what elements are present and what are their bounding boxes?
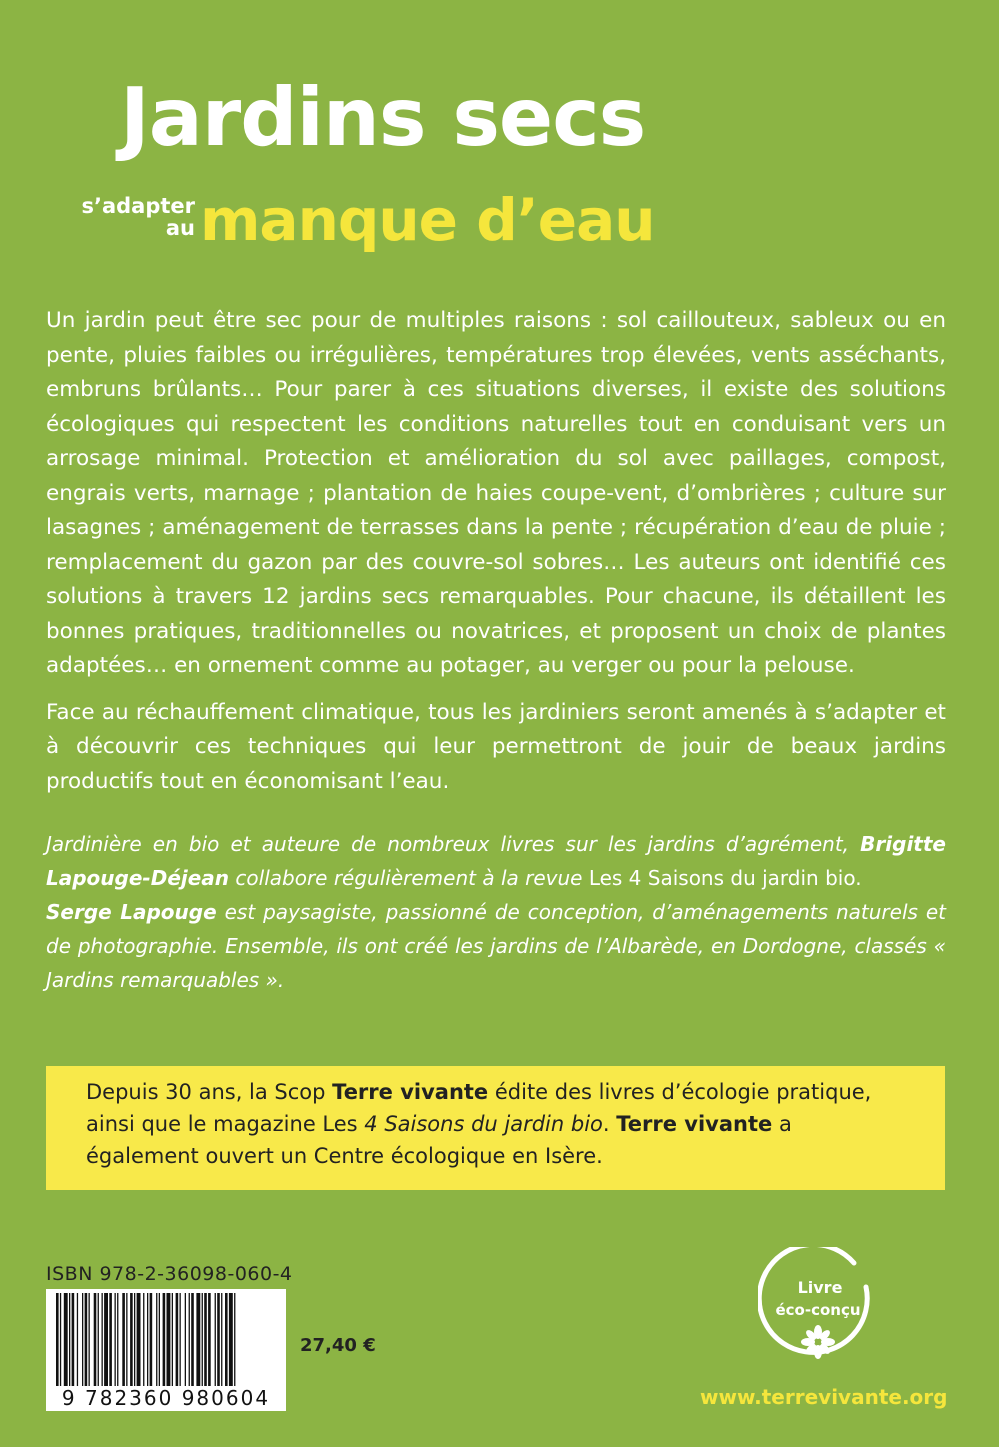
barcode-bar xyxy=(85,1293,88,1389)
barcode-bar xyxy=(215,1293,216,1389)
publisher-text-2: édite des livres d’écologie pratique, ainsi que le magazine Les xyxy=(86,1080,872,1136)
barcode-bar xyxy=(69,1293,70,1389)
barcode-bar xyxy=(134,1293,135,1389)
barcode-bar xyxy=(191,1293,194,1389)
author-name-2: Serge Lapouge xyxy=(46,900,217,924)
barcode-bar xyxy=(82,1293,83,1389)
magazine-name: Les 4 Saisons du jardin bio. xyxy=(588,866,862,890)
barcode-bar xyxy=(185,1293,186,1389)
barcode-bar xyxy=(72,1293,75,1389)
barcode-bar xyxy=(102,1293,103,1389)
barcode-bar xyxy=(167,1293,171,1389)
barcode-bar xyxy=(122,1293,125,1389)
barcode-bar xyxy=(98,1293,99,1389)
barcode-bar xyxy=(126,1293,127,1389)
barcode-bar xyxy=(77,1293,78,1389)
eco-label-line-2: éco-conçu xyxy=(775,1301,861,1319)
barcode-bar xyxy=(64,1293,68,1389)
barcode xyxy=(46,1289,286,1411)
author-name-1: Brigitte Lapouge-Déjean xyxy=(46,832,946,890)
barcode-bar xyxy=(172,1293,173,1389)
barcode-bar xyxy=(156,1293,157,1389)
description xyxy=(46,304,946,811)
barcode-bar xyxy=(159,1293,160,1389)
bio-text-2: collabore régulièrement à la revue xyxy=(229,866,589,890)
barcode-bar xyxy=(229,1293,233,1389)
isbn-label: ISBN 978-2-36098-060-4 xyxy=(46,1263,293,1285)
bio-text-1: Jardinière en bio et auteure de nombreux livres sur les jardins d’agrément, xyxy=(46,832,861,856)
subtitle-big: manque d’eau xyxy=(200,186,655,254)
barcode-bar xyxy=(221,1293,222,1389)
barcode-bar xyxy=(89,1293,90,1389)
barcode-bar xyxy=(115,1293,116,1389)
publisher-name-2: Terre vivante xyxy=(616,1112,773,1136)
barcode-bar xyxy=(196,1293,200,1389)
barcode-number: 9 782360 980604 xyxy=(46,1386,286,1410)
publisher-box xyxy=(46,1066,945,1190)
barcode-bar xyxy=(208,1293,211,1389)
publisher-name: Terre vivante xyxy=(332,1080,489,1104)
bio-text-3: est paysagiste, passionné de conception, d’aménagements naturels et de photographie. Ensemble, ils ont créé les jardins de l’Albarède, en Dordogne, classés « Jardins remarquables ». xyxy=(46,900,946,992)
subtitle-small xyxy=(40,195,195,239)
barcode-bar xyxy=(109,1293,112,1389)
barcode-bar xyxy=(234,1293,235,1389)
barcode-bar xyxy=(94,1293,97,1389)
barcode-bar xyxy=(150,1293,153,1389)
barcode-bar xyxy=(104,1293,108,1389)
barcode-bar xyxy=(202,1293,203,1389)
website-link[interactable]: www.terrevivante.org xyxy=(700,1385,948,1409)
barcode-bar xyxy=(117,1293,118,1389)
publisher-text-1: Depuis 30 ans, la Scop xyxy=(86,1080,333,1104)
barcode-bar xyxy=(60,1293,61,1389)
barcode-bar xyxy=(130,1293,133,1389)
barcode-bar xyxy=(143,1293,144,1389)
eco-label-line-1: Livre xyxy=(797,1278,843,1297)
description-paragraph-1: Un jardin peut être sec pour de multiples raisons : sol caillouteux, sableux ou en pente, pluies faibles ou irrégulières, températures trop élevées, vents asséchants, embruns brûlants… Pour parer à ces situations diverses, il existe des solutions écologiques qui respectent les conditions naturelles tout en conduisant vers un arrosage minimal. Protection et amélioration du sol avec paillages, compost, engrais verts, marnage ; plantation de haies coupe-vent, d’ombrières ; culture sur lasagnes ; aménagement de terrasses dans la pente ; récupération d’eau de pluie ; remplacement du gazon par des couvre-sol sobres… Les auteurs ont identifié ces solutions à travers 12 jardins secs remarquables. Pour chacune, ils détaillent les bonnes pratiques, traditionnelles ou novatrices, et proposent un choix de plantes adaptées… en ornement comme au potager, au verger ou pour la pelouse. xyxy=(46,308,946,678)
subtitle-small-line-1: s’adapter xyxy=(81,194,195,218)
barcode-bar xyxy=(217,1293,220,1389)
barcode-bar xyxy=(56,1293,59,1389)
barcode-bar xyxy=(189,1293,190,1389)
barcode-bar xyxy=(137,1293,141,1389)
barcode-bar xyxy=(225,1293,228,1389)
barcode-icon xyxy=(52,1293,280,1389)
authors-bio xyxy=(46,827,946,997)
barcode-bar xyxy=(180,1293,181,1389)
description-paragraph-2: Face au réchauffement climatique, tous les jardiniers seront amenés à s’adapter et à découvrir ces techniques qui leur permettront de jouir de beaux jardins productifs tout en économisant l’eau. xyxy=(46,699,946,794)
barcode-bar xyxy=(163,1293,166,1389)
price: 27,40 € xyxy=(300,1335,376,1356)
book-title: Jardins secs xyxy=(120,71,646,164)
barcode-bar xyxy=(147,1293,148,1389)
publisher-text-4: a également ouvert un Centre écologique en Isère. xyxy=(86,1112,792,1168)
publisher-magazine: 4 Saisons du jardin bio xyxy=(364,1112,603,1136)
publisher-text-3: . xyxy=(602,1112,617,1136)
barcode-bar xyxy=(176,1293,179,1389)
barcode-bar xyxy=(204,1293,207,1389)
subtitle-small-line-2: au xyxy=(165,216,195,241)
eco-label-logo xyxy=(758,1247,883,1372)
eco-badge-icon xyxy=(758,1247,883,1372)
